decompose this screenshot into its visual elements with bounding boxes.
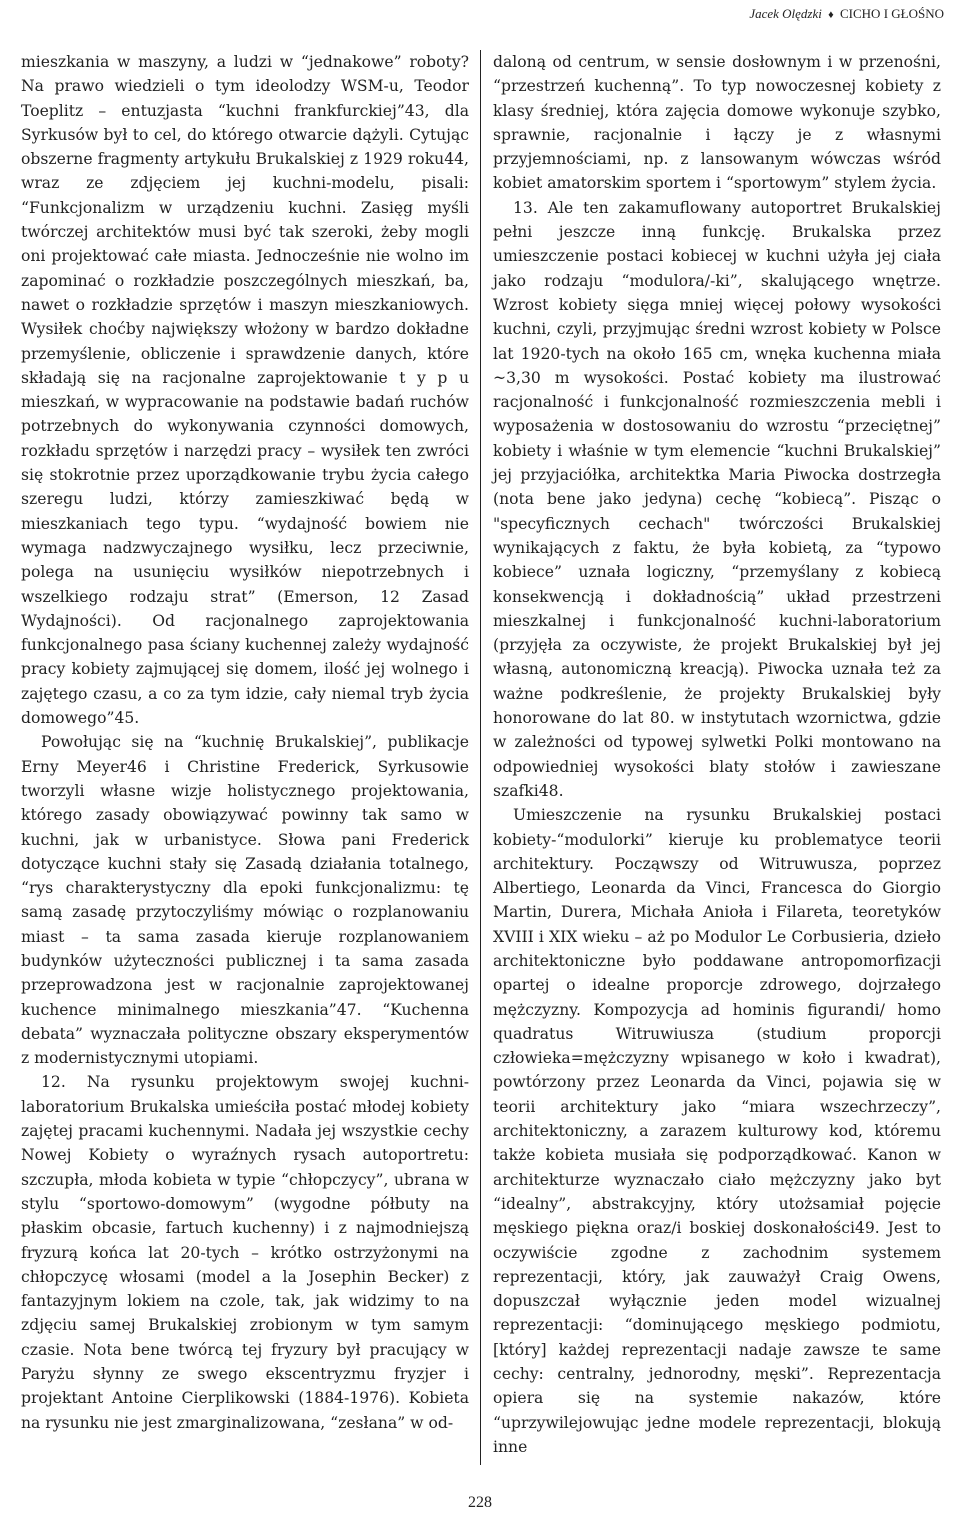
right-paragraph-2: 13. Ale ten zakamuflowany autoportret Brukalskiej pełni jeszcze inną funkcję. Brukalska przez umieszczenie postaci kobiecej w kuchni użyła jej ciała jako rodzaju “modulora/-ki”, skalującego wnętrze. Wzrost kobiety sięga mniej więcej połowy wysokości kuchni, czyli, przyjmując średni wzrost kobiety w Polsce lat 1920-tych na około 165 cm, wnęka kuchenna miała ~3,30 m wysokości. Postać kobiety ma ilustrować racjonalność i funkcjonalność rozmieszczenia mebli i wyposażenia w dostosowaniu do wzrostu “przeciętnej” kobiety i właśnie w tym elemencie “kuchni Brukalskiej” jej przyjaciółka, architektka Maria Piwocka dostrzegła (nota bene jako jedyna) cechę “kobiecą”. Pisząc o "specyficznych cechach" twórczości Brukalskiej wynikających z faktu, że była kobietą, za “typowo kobiece” uznała logiczny, “przemyślany z kobiecą konsekwencją i dokładnością” układ przestrzeni mieszkalnej i funkcjonalność kuchni-laboratorium (przyjęła za oczywiste, że projekt Brukalskiej był jej własną, autonomiczną kreacją). Piwocka uznała też za ważne podkreślenie, że projekty Brukalskiej były honorowane do lat 80. w instytutach wzornictwa, gdzie w zależności od typowej sylwetki Polki montowano na odpowiedniej wysokości blaty stołów i zawieszane szafki48. [493, 198, 941, 800]
page-number: 228 [468, 1494, 492, 1511]
right-paragraph-3: Umieszczenie na rysunku Brukalskiej postaci kobiety-“modulorki” kieruje ku problematyce teorii architektury. Począwszy od Witruwusza, poprzez Albertiego, Leonarda da Vinci, Francesca do Giorgio Martin, Durera, Michała Anioła i Filareta, teoretyków XVIII i XIX wieku – aż po Modulor Le Corbusieria, dzieło architektoniczne było poddawane antropomorfizacji opartej o idealne proporcje zdrowego, dojrzałego mężczyzny. Kompozycja ad hominis figurandi/ homo quadratus Witruwiusza (studium proporcji człowieka=mężczyzny wpisanego w koło i kwadrat), powtórzony przez Leonarda da Vinci, pojawia się w teorii architektury jako “miara wszechrzeczy”, architektoniczny, a zarazem kulturowy kod, któremu także kobieta musiała się podporządkować. Kanon w architekturze wyznaczało ciało mężczyzny jako byt “idealny”, abstrakcyjny, który utożsamiał pojęcie męskiego piękna oraz/i boskiej doskonałości49. Jest to oczywiście zgodne z zachodnim systemem reprezentacji, który, jak zauważył Craig Owens, dopuszczał wyłącznie jeden model wizualnej reprezentacji: “dominującego męskiego podmiotu, [który] każdej reprezentacji nadaje zawsze te same cechy: centralny, jednorodny, męski”. Reprezentacja opiera się na systemie nakazów, które “uprzywilejowując jedne modele reprezentacji, blokują inne [493, 806, 941, 1456]
running-head-title: CICHO I GŁOŚNO [840, 6, 944, 21]
running-head [749, 6, 944, 22]
left-paragraph-2: Powołując się na “kuchnię Brukalskiej”, publikacje Erny Meyer46 i Christine Frederick, Syrkusowie tworzyli własne wizje holistycznego projektowania, którego zasady obowiązywać powinny tak samo w kuchni, jak w urbanistyce. Słowa pani Frederick dotyczące kuchni stały się Zasadą działania totalnego, “rys charakterystyczny dla epoki funkcjonalizmu: tę samą zasadę przytoczyliśmy mówiąc o rozplanowaniu miast – ta sama zasada kieruje rozplanowaniem budynków użyteczności publicznej i ta sama zasada przeprowadzona jest w racjonalnie zaprojektowanej kuchence minimalnego mieszkania”47. “Kuchenna debata” wyznaczała polityczne obszary eksperymentów z modernistycznymi utopiami. [21, 733, 469, 1068]
left-paragraph-1: mieszkania w maszyny, a ludzi w “jednakowe” roboty? Na prawo wiedzieli o tym ideolodzy WSM-u, Teodor Toeplitz – entuzjasta “kuchni frankfurckiej”43, dla Syrkusów był to cel, do którego otwarcie dążyli. Cytując obszerne fragmenty artykułu Brukalskiej z 1929 roku44, wraz ze zdjęciem jej kuchni-modelu, pisali: “Funkcjonalizm w urządzeniu kuchni. Zasięg myśli twórczej architektów musi być tak szeroki, żeby mogli oni projektować całe miasta. Jednocześnie nie wolno im zapominać o rozkładzie poszczególnych mieszkań, ba, nawet o rozkładzie sprzętów i maszyn mieszkaniowych. Wysiłek choćby największy włożony w bardzo dokładne przemyślenie, obliczenie i sprawdzenie danych, które składają się na racjonalne zaprojektowanie t y p u mieszkań, w wypracowanie na podstawie badań ruchów potrzebnych do wykonywania czynności domowych, rozkładu sprzętów i narzędzi pracy – wysiłek ten zwróci się stokrotnie przez uporządkowanie trybu życia całego szeregu ludzi, którzy zamieszkiwać będą w mieszkaniach tego typu. “wydajność bowiem nie wymaga nadzwyczajnego wysiłku, lecz przeciwnie, polega na usunięciu wysiłków niepotrzebnych i wszelkiego rodzaju strat” (Emerson, 12 Zasad Wydajności). Od racjonalnego zaprojektowania funkcjonalnego pasa ściany kuchennej zależy wydajność pracy kobiety zajmującej się domem, ilość jej wolnego i zajętego czasu, a co za tym idzie, cały niemal tryb życia domowego”45. [21, 53, 469, 728]
left-paragraph-3: 12. Na rysunku projektowym swojej kuchni-laboratorium Brukalska umieściła postać młodej kobiety zajętej pracami kuchennymi. Nadała jej wszystkie cechy Nowej Kobiety o wyraźnych rysach autoportretu: szczupła, młoda kobieta w typie “chłopczycy”, ubrana w stylu “sportowo-domowym” (wygodne półbuty na płaskim obcasie, fartuch kuchenny) i z najmodniejszą fryzurą końca lat 20-tych – krótko ostrzyżonymi na chłopczycę włosami (model a la Josephin Becker) z fantazyjnym lokiem na czole, tak, jak widzimy to na zdjęciu samej Brukalskiej zrobionym w tym samym czasie. Nota bene twórcą tej fryzury był pracujący w Paryżu słynny ze swego ekscentryzmu fryzjer i projektant Antoine Cierplikowski (1884-1976). Kobieta na rysunku nie jest zmarginalizowana, “zesłana” w od- [21, 1073, 469, 1432]
running-head-author: Jacek Olędzki [749, 6, 822, 21]
right-paragraph-1: daloną od centrum, w sensie dosłownym i w przenośni, “przestrzeń kuchenną”. To typ nowoczesnej kobiety z klasy średniej, która zajęcia domowe wykonuje szybko, sprawnie, racjonalnie i łączy je z własnymi przyjemnościami, np. z lansowanym wówczas wśród kobiet amatorskim sportem i “sportowym” stylem życia. [493, 53, 941, 193]
column-divider [480, 50, 481, 1465]
right-column [493, 50, 941, 1459]
diamond-icon: ♦ [828, 9, 834, 21]
left-column [21, 50, 469, 1435]
